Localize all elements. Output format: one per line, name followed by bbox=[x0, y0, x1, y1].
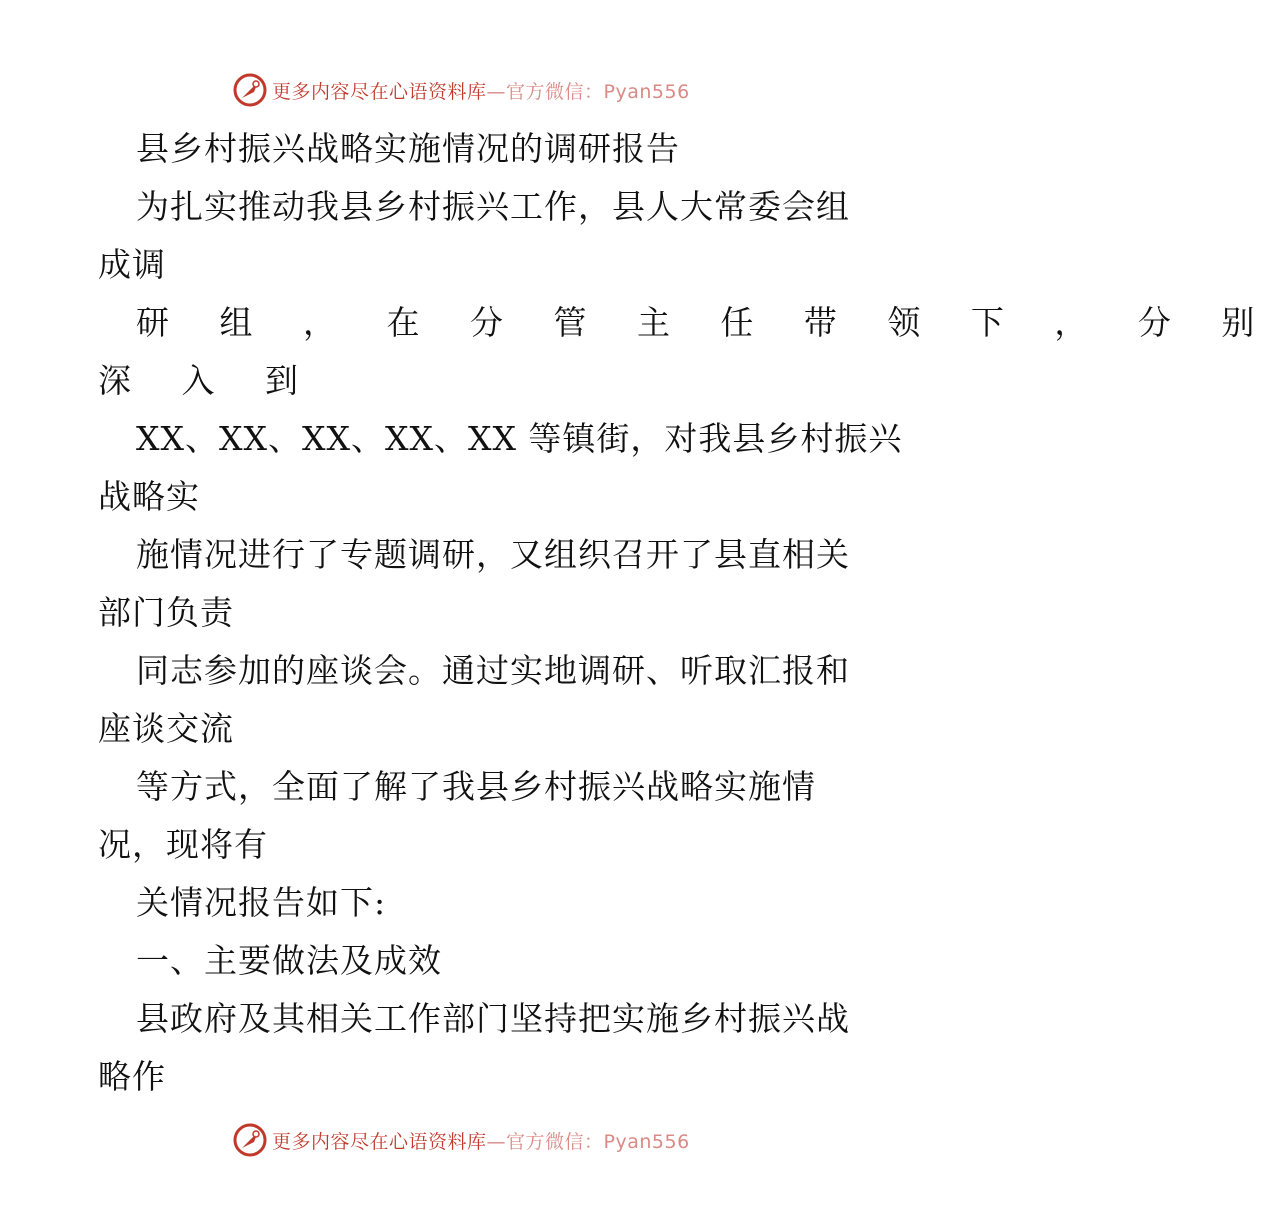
watermark-separator: — bbox=[486, 80, 507, 103]
paragraph-line: 研 组 ， 在 分 管 主 任 带 领 下 ， 分 别 bbox=[136, 303, 1274, 342]
paragraph-line: 座谈交流 bbox=[98, 709, 234, 748]
paragraph-line: 同志参加的座谈会。通过实地调研、听取汇报和 bbox=[136, 651, 850, 690]
watermark-separator: — bbox=[486, 1130, 507, 1153]
watermark-header bbox=[232, 72, 690, 108]
watermark-main: 更多内容尽在心语资料库 bbox=[272, 80, 487, 103]
paragraph-line: 县政府及其相关工作部门坚持把实施乡村振兴战 bbox=[136, 999, 850, 1038]
paragraph-line: 为扎实推动我县乡村振兴工作，县人大常委会组 bbox=[136, 187, 850, 226]
document-body bbox=[98, 120, 1274, 1106]
watermark-main: 更多内容尽在心语资料库 bbox=[272, 1130, 487, 1153]
paragraph-line: 略作 bbox=[98, 1057, 166, 1096]
section-heading: 一、主要做法及成效 bbox=[136, 941, 442, 980]
paragraph-line: 关情况报告如下: bbox=[136, 883, 387, 922]
document-title: 县乡村振兴战略实施情况的调研报告 bbox=[136, 129, 680, 168]
watermark-text bbox=[272, 77, 690, 104]
paragraph-line: 部门负责 bbox=[98, 593, 234, 632]
paragraph-line: 成调 bbox=[98, 245, 166, 284]
watermark-wechat: 官方微信：Pyan556 bbox=[506, 80, 690, 103]
quill-logo-icon bbox=[232, 72, 268, 108]
watermark-text bbox=[272, 1127, 690, 1154]
paragraph-line: 施情况进行了专题调研，又组织召开了县直相关 bbox=[136, 535, 850, 574]
paragraph-line: XX、XX、XX、XX、XX 等镇街，对我县乡村振兴 bbox=[136, 419, 903, 458]
paragraph-line: 深 入 到 bbox=[98, 361, 318, 400]
paragraph-line: 战略实 bbox=[98, 477, 200, 516]
paragraph-line: 况，现将有 bbox=[98, 825, 268, 864]
paragraph-line: 等方式，全面了解了我县乡村振兴战略实施情 bbox=[136, 767, 816, 806]
watermark-footer bbox=[232, 1122, 690, 1158]
watermark-wechat: 官方微信：Pyan556 bbox=[506, 1130, 690, 1153]
quill-logo-icon bbox=[232, 1122, 268, 1158]
